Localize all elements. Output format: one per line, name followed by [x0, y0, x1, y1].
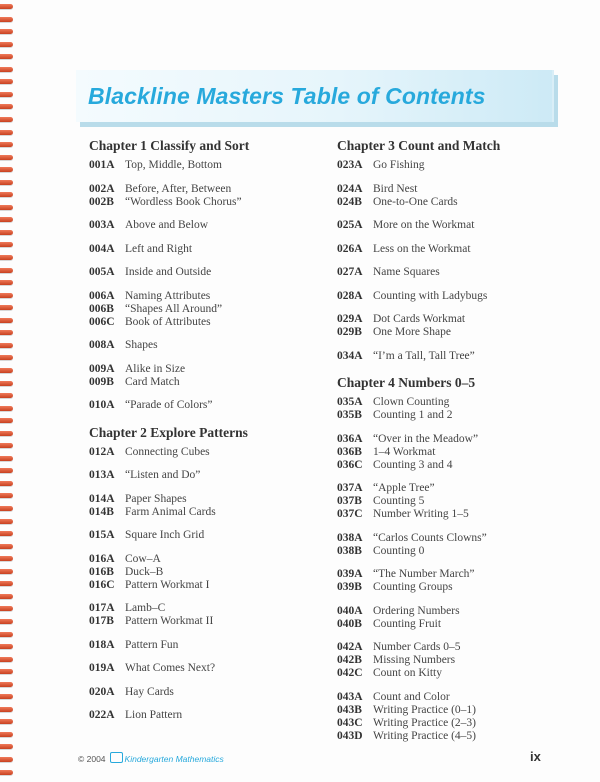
toc-entry: [337, 532, 567, 545]
spiral-coil: [0, 255, 13, 260]
entry-code: 037A: [337, 482, 363, 494]
toc-entry: [89, 579, 319, 592]
entry-code: 016C: [89, 578, 115, 591]
entry-title: “The Number March”: [373, 568, 475, 580]
spiral-coil: [0, 79, 13, 84]
spiral-coil: [0, 632, 13, 637]
chapter-heading: Chapter 4 Numbers 0–5: [337, 375, 476, 390]
entry-title: Go Fishing: [373, 159, 425, 171]
toc-entry: [337, 183, 567, 196]
entry-title: Clown Counting: [373, 396, 450, 408]
entry-group: [89, 529, 319, 542]
entry-title: Counting Fruit: [373, 617, 442, 630]
entry-code: 043B: [337, 703, 362, 716]
entry-group: [337, 243, 567, 256]
toc-entry: [89, 339, 319, 352]
toc-entry: [89, 219, 319, 232]
entry-title: Counting 5: [373, 495, 425, 507]
spiral-coil: [0, 544, 13, 549]
toc-entry: [337, 243, 567, 256]
spiral-coil: [0, 393, 13, 398]
toc-entry: [337, 326, 567, 339]
left-column: [89, 138, 319, 733]
entry-code: 006B: [89, 302, 114, 315]
entry-title: “Carlos Counts Clowns”: [373, 531, 487, 544]
toc-entry: [337, 717, 567, 730]
entry-title: Before, After, Between: [125, 182, 232, 195]
spiral-coil: [0, 42, 13, 47]
entry-code: 035B: [337, 409, 362, 421]
entry-code: 016B: [89, 565, 114, 578]
spiral-coil: [0, 707, 13, 712]
spiral-coil: [0, 130, 13, 135]
spiral-coil: [0, 305, 13, 310]
spiral-coil: [0, 657, 13, 662]
toc-entry: [337, 266, 567, 279]
entry-code: 012A: [89, 445, 115, 458]
spiral-coil: [0, 406, 13, 411]
spiral-coil: [0, 217, 13, 222]
entry-group: [337, 219, 567, 232]
entry-title: Count on Kitty: [373, 667, 443, 679]
entry-group: [337, 532, 567, 558]
entry-code: 042A: [337, 641, 363, 653]
toc-entry: [337, 730, 567, 743]
entry-group: [89, 183, 319, 209]
spiral-coil: [0, 481, 13, 486]
entry-code: 043C: [337, 716, 363, 729]
entry-group: [89, 639, 319, 652]
entry-code: 006A: [89, 289, 115, 302]
entry-code: 038B: [337, 544, 362, 557]
entry-title: Writing Practice (4–5): [373, 729, 477, 742]
spiral-coil: [0, 556, 13, 561]
toc-entry: [89, 566, 319, 579]
spiral-coil: [0, 669, 13, 674]
entry-title: Shapes: [125, 339, 158, 351]
toc-entry: [337, 459, 567, 472]
toc-entry: [337, 581, 567, 594]
entry-code: 018A: [89, 638, 115, 651]
entry-title: Pattern Workmat I: [125, 578, 210, 591]
toc-entry: [89, 196, 319, 209]
spiral-coil: [0, 744, 13, 749]
entry-code: 029B: [337, 326, 362, 338]
spiral-coil: [0, 443, 13, 448]
entry-title: Above and Below: [125, 219, 209, 231]
entry-title: Dot Cards Workmat: [373, 313, 466, 325]
entry-title: Bird Nest: [373, 182, 418, 195]
entry-title: What Comes Next?: [125, 662, 216, 674]
entry-title: More on the Workmat: [373, 219, 475, 231]
entry-code: 014B: [89, 505, 114, 518]
entry-title: “Parade of Colors”: [125, 399, 213, 411]
spiral-coil: [0, 493, 13, 498]
entry-title: “Shapes All Around”: [125, 302, 223, 315]
spiral-coil: [0, 293, 13, 298]
entry-title: “Over in the Meadow”: [373, 432, 479, 445]
entry-code: 038A: [337, 531, 363, 544]
entry-code: 036C: [337, 458, 363, 471]
entry-code: 008A: [89, 339, 115, 351]
toc-entry: [337, 495, 567, 508]
entry-code: 016A: [89, 552, 115, 565]
entry-group: [89, 709, 319, 722]
brand-name: Kindergarten Mathematics: [124, 754, 224, 764]
toc-entry: [337, 618, 567, 631]
entry-group: [337, 350, 567, 363]
toc-entry: [337, 641, 567, 654]
spiral-coil: [0, 318, 13, 323]
toc-entry: [337, 545, 567, 558]
entry-title: Name Squares: [373, 266, 440, 278]
toc-entry: [89, 639, 319, 652]
entry-group: [337, 641, 567, 680]
entry-title: Counting 1 and 2: [373, 409, 453, 421]
entry-group: [89, 469, 319, 482]
toc-entry: [337, 654, 567, 667]
spiral-coil: [0, 381, 13, 386]
toc-entry: [337, 667, 567, 680]
spiral-coil: [0, 619, 13, 624]
right-column: [337, 138, 567, 753]
spiral-coil: [0, 167, 13, 172]
entry-code: 019A: [89, 662, 115, 674]
toc-entry: [337, 508, 567, 521]
toc-entry: [89, 316, 319, 329]
spiral-coil: [0, 456, 13, 461]
spiral-coil: [0, 17, 13, 22]
toc-entry: [337, 196, 567, 209]
entry-title: “Wordless Book Chorus”: [125, 195, 242, 208]
spiral-coil: [0, 192, 13, 197]
toc-entry: [337, 409, 567, 422]
chapter-heading: Chapter 1 Classify and Sort: [89, 138, 250, 153]
entry-code: 028A: [337, 289, 363, 302]
entry-code: 002A: [89, 182, 115, 195]
spiral-coil: [0, 242, 13, 247]
toc-entry: [337, 433, 567, 446]
entry-code: 004A: [89, 242, 115, 255]
spiral-coil: [0, 343, 13, 348]
entry-code: 027A: [337, 266, 363, 278]
entry-code: 029A: [337, 313, 363, 325]
entry-title: One More Shape: [373, 326, 451, 338]
entry-title: Number Cards 0–5: [373, 641, 461, 653]
entry-title: Count and Color: [373, 690, 450, 703]
spiral-coil: [0, 230, 13, 235]
entry-title: Missing Numbers: [373, 654, 456, 666]
spiral-coil: [0, 4, 13, 9]
entry-group: [337, 396, 567, 422]
spiral-coil: [0, 104, 13, 109]
entry-title: 1–4 Workmat: [373, 445, 436, 458]
entry-code: 037B: [337, 495, 362, 507]
entry-code: 013A: [89, 469, 115, 481]
spiral-coil: [0, 180, 13, 185]
copyright: © 2004: [78, 754, 106, 764]
entry-group: [337, 691, 567, 743]
spiral-coil: [0, 155, 13, 160]
entry-code: 009A: [89, 362, 115, 375]
toc-entry: [337, 446, 567, 459]
spiral-coil: [0, 142, 13, 147]
entry-group: [89, 493, 319, 519]
toc-entry: [89, 553, 319, 566]
entry-group: [337, 433, 567, 472]
entry-group: [337, 266, 567, 279]
spiral-coil: [0, 468, 13, 473]
entry-title: “I’m a Tall, Tall Tree”: [373, 349, 475, 362]
entry-title: Left and Right: [125, 242, 193, 255]
spiral-coil: [0, 694, 13, 699]
toc-entry: [337, 219, 567, 232]
entry-code: 035A: [337, 396, 363, 408]
entry-title: Duck–B: [125, 565, 164, 578]
spiral-coil: [0, 268, 13, 273]
entry-code: 040B: [337, 617, 362, 630]
entry-code: 039A: [337, 568, 363, 580]
entry-code: 022A: [89, 709, 115, 721]
spiral-coil: [0, 54, 13, 59]
book-logo-icon: [110, 752, 123, 763]
toc-entry: [89, 159, 319, 172]
toc-entry: [89, 686, 319, 699]
entry-title: Hay Cards: [125, 685, 174, 698]
toc-entry: [89, 376, 319, 389]
entry-code: 023A: [337, 159, 363, 171]
footer: [78, 752, 224, 764]
spiral-coil: [0, 92, 13, 97]
toc-entry: [89, 290, 319, 303]
entry-title: Connecting Cubes: [125, 445, 210, 458]
entry-title: Alike in Size: [125, 362, 186, 375]
entry-code: 010A: [89, 399, 115, 411]
toc-entry: [89, 266, 319, 279]
toc-entry: [89, 469, 319, 482]
entry-code: 003A: [89, 219, 115, 231]
toc-entry: [89, 183, 319, 196]
entry-group: [89, 339, 319, 352]
entry-group: [89, 290, 319, 329]
spiral-coil: [0, 431, 13, 436]
spiral-coil: [0, 531, 13, 536]
entry-title: “Listen and Do”: [125, 469, 201, 481]
entry-code: 024B: [337, 195, 362, 208]
entry-group: [337, 183, 567, 209]
entry-title: Writing Practice (2–3): [373, 716, 477, 729]
spiral-coil: [0, 682, 13, 687]
toc-entry: [337, 350, 567, 363]
page-title: Blackline Masters Table of Contents: [88, 83, 486, 109]
spiral-binding: [0, 0, 16, 782]
entry-group: [337, 290, 567, 303]
spiral-coil: [0, 368, 13, 373]
entry-title: Counting Groups: [373, 581, 453, 593]
entry-title: Farm Animal Cards: [125, 505, 216, 518]
entry-code: 040A: [337, 604, 363, 617]
spiral-coil: [0, 770, 13, 775]
entry-title: Counting 0: [373, 544, 425, 557]
entry-group: [89, 159, 319, 172]
toc-entry: [337, 290, 567, 303]
entry-code: 043D: [337, 729, 363, 742]
toc-entry: [89, 243, 319, 256]
spiral-coil: [0, 519, 13, 524]
page-number: ix: [530, 749, 541, 764]
toc-entry: [89, 602, 319, 615]
spiral-coil: [0, 29, 13, 34]
entry-title: “Apple Tree”: [373, 482, 435, 494]
toc-entry: [89, 709, 319, 722]
entry-code: 009B: [89, 375, 114, 388]
entry-group: [89, 266, 319, 279]
toc-entry: [89, 303, 319, 316]
entry-title: Number Writing 1–5: [373, 508, 469, 520]
entry-code: 020A: [89, 685, 115, 698]
spiral-coil: [0, 719, 13, 724]
entry-title: Pattern Fun: [125, 638, 179, 651]
entry-group: [89, 219, 319, 232]
entry-code: 042C: [337, 667, 363, 679]
entry-group: [337, 605, 567, 631]
toc-entry: [89, 529, 319, 542]
entry-title: Square Inch Grid: [125, 529, 205, 541]
toc-entry: [337, 396, 567, 409]
entry-code: 014A: [89, 492, 115, 505]
entry-title: Pattern Workmat II: [125, 615, 214, 627]
toc-entry: [337, 482, 567, 495]
spiral-coil: [0, 67, 13, 72]
entry-code: 025A: [337, 219, 363, 231]
toc-entry: [337, 568, 567, 581]
entry-code: 039B: [337, 581, 362, 593]
toc-entry: [89, 493, 319, 506]
entry-code: 036B: [337, 445, 362, 458]
title-banner: [76, 70, 554, 122]
entry-group: [89, 686, 319, 699]
toc-entry: [89, 615, 319, 628]
spiral-coil: [0, 569, 13, 574]
spiral-coil: [0, 117, 13, 122]
entry-code: 015A: [89, 529, 115, 541]
entry-code: 042B: [337, 654, 362, 666]
spiral-coil: [0, 732, 13, 737]
spiral-coil: [0, 757, 13, 762]
entry-code: 005A: [89, 266, 115, 278]
spiral-coil: [0, 205, 13, 210]
spiral-coil: [0, 418, 13, 423]
entry-title: Lion Pattern: [125, 709, 183, 721]
entry-title: Cow–A: [125, 552, 161, 565]
toc-entry: [89, 446, 319, 459]
toc-entry: [89, 363, 319, 376]
spiral-coil: [0, 581, 13, 586]
entry-group: [89, 399, 319, 412]
entry-group: [89, 363, 319, 389]
entry-code: 026A: [337, 242, 363, 255]
toc-entry: [89, 399, 319, 412]
toc-entry: [337, 704, 567, 717]
entry-group: [89, 662, 319, 675]
entry-title: Writing Practice (0–1): [373, 703, 477, 716]
entry-code: 037C: [337, 508, 363, 520]
entry-title: Paper Shapes: [125, 492, 187, 505]
toc-entry: [337, 691, 567, 704]
entry-code: 034A: [337, 349, 363, 362]
entry-code: 002B: [89, 195, 114, 208]
spiral-coil: [0, 506, 13, 511]
toc-entry: [337, 605, 567, 618]
entry-title: Top, Middle, Bottom: [125, 159, 222, 171]
spiral-coil: [0, 594, 13, 599]
entry-code: 024A: [337, 182, 363, 195]
entry-title: Ordering Numbers: [373, 604, 460, 617]
entry-title: Inside and Outside: [125, 266, 212, 278]
chapter-heading: Chapter 2 Explore Patterns: [89, 424, 248, 440]
entry-title: Book of Attributes: [125, 315, 211, 328]
spiral-coil: [0, 644, 13, 649]
entry-title: Less on the Workmat: [373, 242, 471, 255]
entry-title: One-to-One Cards: [373, 195, 458, 208]
entry-group: [337, 568, 567, 594]
entry-code: 017A: [89, 602, 115, 614]
entry-code: 017B: [89, 615, 114, 627]
entry-group: [89, 602, 319, 628]
entry-code: 001A: [89, 159, 115, 171]
toc-entry: [89, 662, 319, 675]
chapter-heading: Chapter 3 Count and Match: [337, 138, 501, 153]
entry-code: 036A: [337, 432, 363, 445]
entry-code: 006C: [89, 315, 115, 328]
entry-title: Counting with Ladybugs: [373, 289, 488, 302]
entry-code: 043A: [337, 690, 363, 703]
entry-title: Counting 3 and 4: [373, 458, 453, 471]
toc-entry: [337, 159, 567, 172]
spiral-coil: [0, 355, 13, 360]
entry-group: [337, 482, 567, 521]
toc-entry: [337, 313, 567, 326]
entry-group: [89, 553, 319, 592]
spiral-coil: [0, 330, 13, 335]
entry-group: [337, 313, 567, 339]
entry-group: [89, 446, 319, 459]
entry-title: Card Match: [125, 375, 180, 388]
entry-title: Lamb–C: [125, 602, 166, 614]
spiral-coil: [0, 280, 13, 285]
entry-group: [89, 243, 319, 256]
spiral-coil: [0, 606, 13, 611]
toc-entry: [89, 506, 319, 519]
entry-group: [337, 159, 567, 172]
entry-title: Naming Attributes: [125, 289, 211, 302]
